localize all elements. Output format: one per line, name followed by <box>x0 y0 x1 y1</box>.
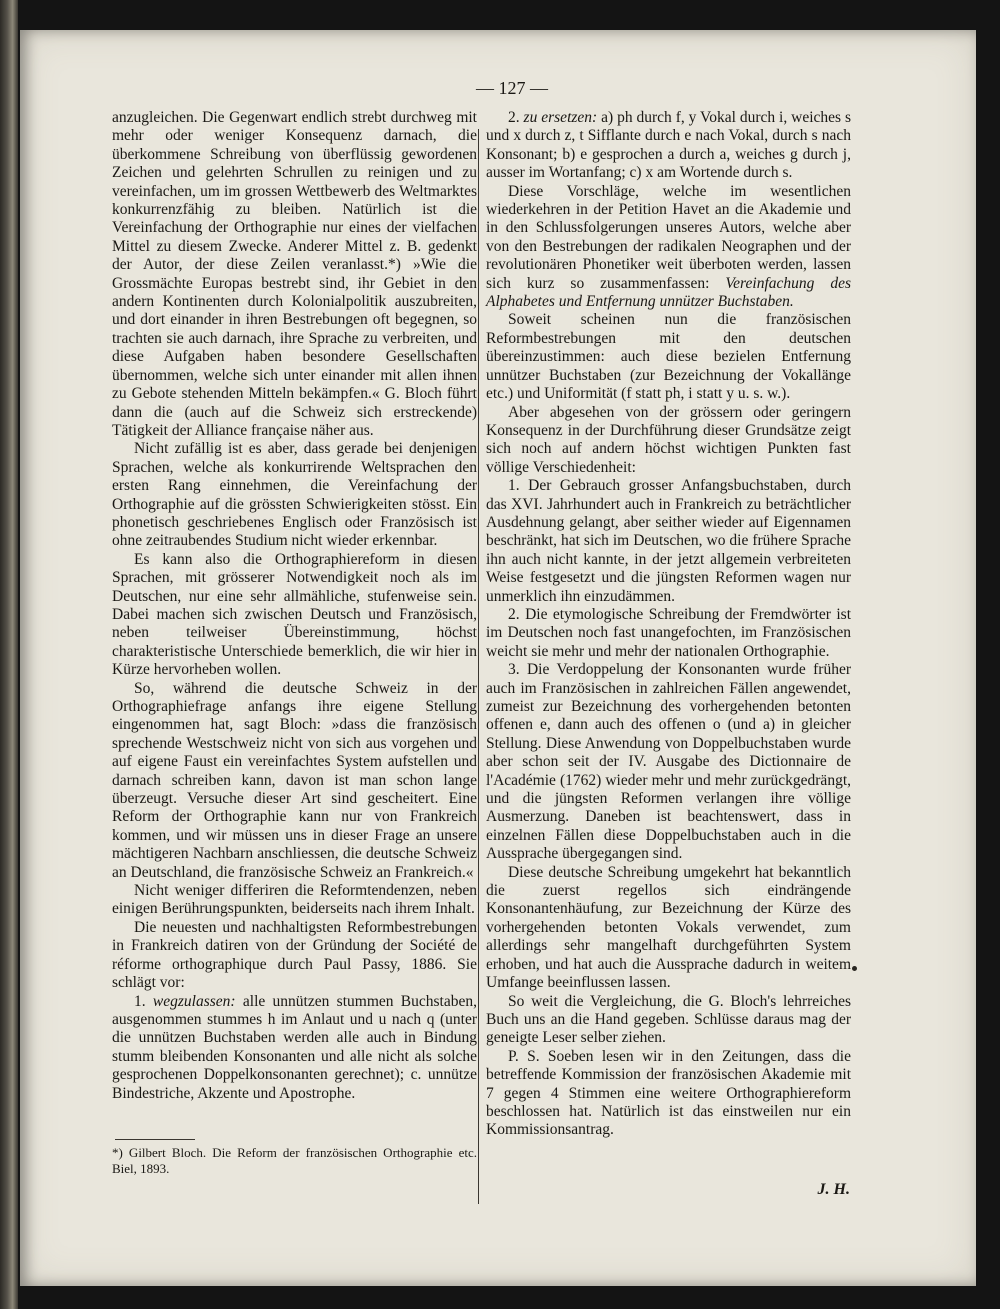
paragraph: Diese deutsche Schreibung umgekehrt hat bekanntlich die zuerst regellos sich eindrängende Konsonantenhäufung, zur Bezeichnung der Kürze des vorhergehenden betonten Vokals verwendet, zum allerdings sehr mangelhaft durchgeführten System erhoben, und hat auch die Aussprache dadurch in weitem Umfange beeinflussen lassen. <box>486 863 851 992</box>
right-column <box>486 109 851 1140</box>
numbered-paragraph: 2. Die etymologische Schreibung der Fremdwörter ist im Deutschen noch fast unangefochten, im Französischen weicht sie mehr und mehr der nationalen Orthographie. <box>486 605 851 660</box>
paragraph-text: Diese Vorschläge, welche im wesentlichen wiederkehren in der Petition Havet an die Akademie und in den Schlussfolgerungen unseres Autors, welche aber von den Bestrebungen der radikalen Neographen und der revolutionären Phonetiker weit überboten werden, lassen sich kurz so zusammenfassen: <box>486 182 851 292</box>
paragraph: Aber abgesehen von der grössern oder geringern Konsequenz in der Durchführung dieser Grundsätze zeigt sich noch auf andern höchst wichtigen Punkten fast völlige Verschiedenheit: <box>486 403 851 476</box>
list-item-2 <box>486 109 851 183</box>
numbered-paragraph: 3. Die Verdoppelung der Konsonanten wurde früher auch im Französischen in zahlreichen Fällen angewendet, zumeist zur Bezeichnung des vorhergehenden betonten offenen e, dann auch des offenen o (und a) in gleicher Stellung. Diese Anwendung von Doppelbuchstaben wurde aber schon seit der IV. Ausgabe des Dictionnaire de l'Académie (1762) wieder mehr und mehr zurückgedrängt, und die jüngsten Reformen verlangen ihre völlige Ausmerzung. Daneben ist beachtenswert, dass in einzelnen Fällen diese Doppelbuchstaben auch in die Aussprache übergegangen sind. <box>486 661 851 863</box>
adjacent-page-edge <box>0 0 18 1309</box>
signature: J. H. <box>817 1181 850 1198</box>
paragraph: Soweit scheinen nun die französischen Reformbestrebungen mit den deutschen übereinzustimmen: auch diese bezielen Entfernung unnützer Buchstaben (zur Bezeichnung der Vokallänge etc.) und Uniformität (f statt ph, i statt y u. s. w.). <box>486 311 851 403</box>
paragraph <box>486 183 851 312</box>
list-item-number: 2. <box>508 109 520 126</box>
paragraph: Nicht weniger differiren die Reformtendenzen, neben einigen Berührungspunkten, beiderseits nach ihrem Inhalt. <box>112 882 477 918</box>
column-divider <box>478 129 479 1204</box>
left-column <box>112 109 477 1103</box>
paragraph: Es kann also die Orthographiereform in diesen Sprachen, mit grösserer Notwendigkeit noch als im Deutschen, nur eine sehr allmähliche, stufenweise sein. Dabei machen sich zwischen Deutsch und Französisch, neben teilweiser Übereinstimmung, höchst charakteristische Unterschiede bemerklich, die wir hier in Kürze hervorheben wollen. <box>112 550 477 679</box>
margin-mark <box>852 966 857 971</box>
footnote-divider <box>115 1139 195 1140</box>
list-item-1 <box>112 993 477 1103</box>
paragraph: So, während die deutsche Schweiz in der Orthographiefrage anfangs ihre eigene Stellung eingenommen hat, sagt Bloch: »dass die französisch sprechende Westschweiz nicht von sich aus vorgehen und auf eigene Faust ein vereinfachtes System aufstellen und darnach schreiben kann, davon ist man schon lange überzeugt. Versuche dieser Art sind gescheitert. Eine Reform der Orthographie kann nur von Frankreich kommen, und wir müssen uns in dieser Frage an unsere mächtigeren Nachbarn anschliessen, die deutsche Schweiz an Deutschland, die französische Schweiz an Frankreich.« <box>112 679 477 881</box>
postscript: P. S. Soeben lesen wir in den Zeitungen, dass die betreffende Kommission der französischen Akademie mit 7 gegen 4 Stimmen eine weitere Orthographiereform beschlossen hat. Natürlich ist das einstweilen nur ein Kommissionsantrag. <box>486 1047 851 1139</box>
document-page <box>20 30 976 1286</box>
list-item-number: 1. <box>134 992 146 1010</box>
list-item-text: a) ph durch f, y Vokal durch i, weiches s und x durch z, t Sifflante durch e nach Vokal, durch s nach Konsonant; b) e gesprochen a durch a, weiches g durch j, ausser im Wortanfang; c) x am Wortende durch s. <box>486 109 851 182</box>
footnote: *) Gilbert Bloch. Die Reform der französischen Orthographie etc. Biel, 1893. <box>112 1145 477 1176</box>
list-item-term: zu ersetzen: <box>523 109 598 126</box>
paragraph: anzugleichen. Die Gegenwart endlich strebt durchweg mit mehr oder weniger Konsequenz darnach, die überkommene Schreibung von überflüssig gewordenen Zeichen und gelehrten Schrullen zu reinigen und zu vereinfachen, um im grossen Wettbewerb des Weltmarktes konkurrenzfähig zu bleiben. Natürlich ist die Vereinfachung der Orthographie nur eines der vielfachen Mittel zu diesem Zwecke. Anderer Mittel z. B. gedenkt der Autor, der diese Zeilen veranlasst.*) »Wie die Grossmächte Europas bestrebt sind, ihr Gebiet in den andern Kontinenten durch Kolonialpolitik auszubreiten, und dort einander in ihren Bestrebungen oft begegnen, so trachten sie auch darnach, ihre Sprache zu verbreiten, und diese Aufgaben haben besondere Gesellschaften übernommen, welche sich unter einander mit allen ihnen zu Gebote stehenden Mitteln bekämpfen.« G. Bloch führt dann die (auch auf die Schweiz sich erstreckende) Tätigkeit der Alliance française näher aus. <box>112 109 477 439</box>
paragraph: Die neuesten und nachhaltigsten Reformbestrebungen in Frankreich datiren von der Gründung der Société de réforme orthographique durch Paul Passy, 1886. Sie schlägt vor: <box>112 918 477 992</box>
numbered-paragraph: 1. Der Gebrauch grosser Anfangsbuchstaben, durch das XVI. Jahrhundert auch in Frankreich zu beträchtlicher Ausdehnung gelangt, aber seither wieder auf Eigennamen beschränkt, hat sich im Deutschen, wo die frühere Sprache ihn auch nicht kannte, in der jetzt allgemein verbreiteten Weise festgesetzt und die jüngsten Reformen wagen nur unmerklich ihn einzudämmen. <box>486 477 851 605</box>
list-item-term: wegzulassen: <box>152 992 236 1010</box>
paragraph: So weit die Vergleichung, die G. Bloch's lehrreiches Buch uns an die Hand gegeben. Schlüsse daraus mag der geneigte Leser selber ziehen. <box>486 992 851 1047</box>
paragraph: Nicht zufällig ist es aber, dass gerade bei denjenigen Sprachen, welche als konkurrirende Weltsprachen den ersten Rang einnehmen, die Vereinfachung der Orthographie auf die grössten Schwierigkeiten stösst. Ein phonetisch geschriebenes Englisch oder Französisch ist ohne zeitraubendes Studium nicht wieder erkennbar. <box>112 440 477 550</box>
paragraph-emphasis: Vereinfachung des Alphabetes und Entfernung unnützer Buchstaben. <box>486 274 851 311</box>
page-number: — 127 — <box>476 78 548 98</box>
list-item-text: alle unnützen stummen Buchstaben, ausgenommen stummes h im Anlaut und u nach q (unter die unnützen Buchstaben werden alle auch in Bindung stumm bleibenden Konsonanten und alle nicht als solche gesprochenen Doppelkonsonanten gerechnet); c. unnütze Bindestriche, Akzente und Apostrophe. <box>112 992 477 1102</box>
